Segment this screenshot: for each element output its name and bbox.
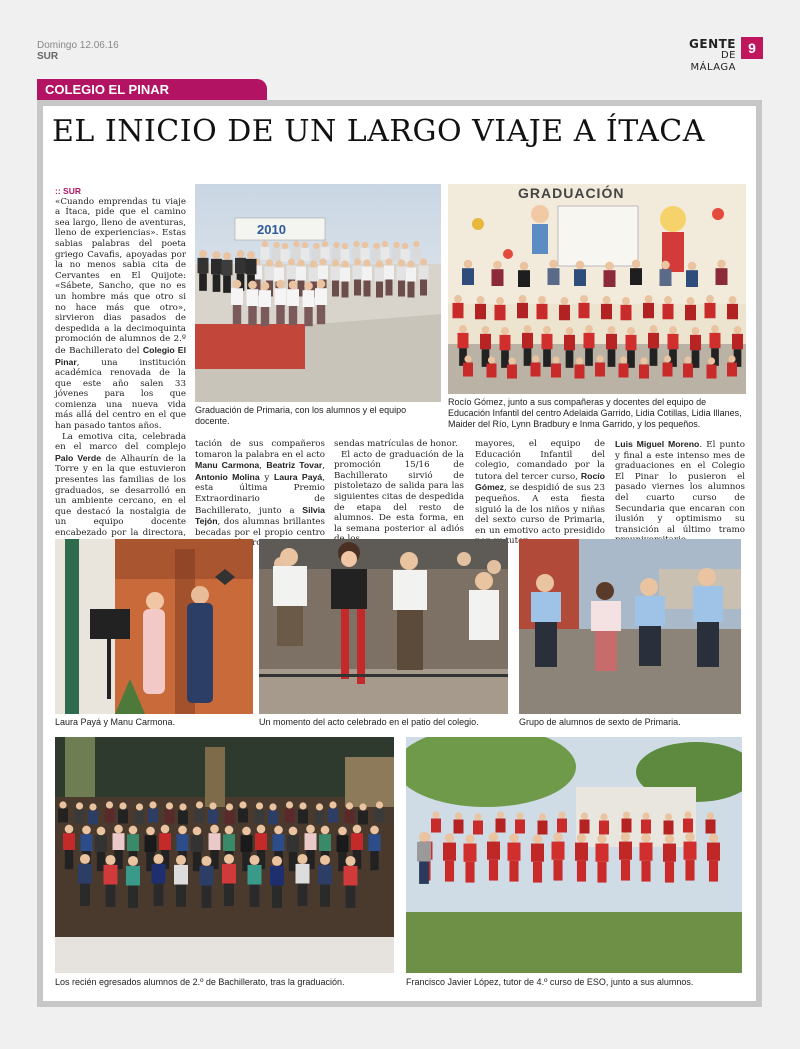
text: , esta última Premio Extraordinario de Bachillerato, junto a — [195, 472, 325, 516]
school-name: Colegio El Pinar — [55, 344, 186, 367]
page-number: 9 — [741, 37, 763, 59]
photo-patio-ceremony-image — [259, 539, 508, 714]
caption-photo-5: Grupo de alumnos de sexto de Primaria. — [519, 717, 681, 727]
article-column-5 — [615, 439, 745, 546]
caption-photo-1: Graduación de Primaria, con los alumnos y el equipo docente. — [195, 405, 407, 426]
photo-patio-ceremony — [259, 539, 508, 714]
photo-eso-students-image — [406, 737, 742, 973]
text: , — [259, 461, 267, 472]
photo-infant-graduation-image — [448, 184, 746, 394]
paragraph: sendas matrículas de honor. — [334, 439, 458, 449]
brand-line-2: DE MÁLAGA — [690, 50, 736, 73]
edition-date: Domingo 12.06.16 — [37, 40, 119, 51]
text: tación de sus compañeros tomaron la palabra en el acto — [195, 439, 325, 460]
person-name: Beatriz Tovar — [266, 460, 323, 471]
article-column-2 — [195, 439, 325, 549]
person-name: Rocío Gómez — [475, 470, 605, 493]
person-name: Laura Payá — [273, 471, 323, 482]
paragraph: El acto de graduación de la promoción 15/16 de Bachillerato sirvió de pistoletazo de salida para las siguientes citas de despedida de etapa del resto de alumnos. De esta forma, en la semana posterior al adiós — [334, 449, 464, 534]
photo-eso-students — [406, 737, 742, 973]
article-column-1 — [55, 186, 186, 594]
text: y — [259, 472, 274, 483]
person-name: Luis Miguel Moreno — [615, 439, 700, 449]
caption-photo-2: Rocío Gómez, junto a sus compañeras y docentes del equipo de Educación Infantil del centro Adelaida Garrido, Lidia Cotillas, Lidia Illanes, Maider del Río, Lynn Bradbury e Inma Garrido, y los pequeños. — [448, 397, 742, 429]
photo-sixth-grade-image — [519, 539, 741, 714]
photo-banner-text: 2010 — [257, 222, 286, 237]
text: La emotiva cita, celebrada en el marco del complejo — [55, 431, 186, 453]
paragraph — [615, 439, 745, 546]
paragraph — [475, 439, 605, 547]
text: , se despidió de sus 23 pequeños. A esta fiesta siguió la de los niños y niñas del sexto curso de Primaria, en un emotivo acto presidido tutor, — [475, 483, 605, 547]
caption-photo-6: Los recién egresados alumnos de 2.º de Bachillerato, tras la graduación. — [55, 977, 345, 987]
text: , dos alumnas brillantes becadas por el propio centro — [195, 517, 325, 538]
brand-line-1: GENTE — [689, 37, 736, 51]
headline: EL INICIO DE UN LARGO VIAJE A ÍTACA — [52, 114, 705, 149]
person-name: Antonio Molina — [195, 471, 260, 482]
text: . El punto y final a este intenso mes de graduaciones en el Colegio El Pinar lo pusieron el pasado viernes los alumnos del cuarto curso de Secundaria que encaran con ilusión y optimismo su transición al último tramo — [615, 440, 745, 535]
photo-speakers — [55, 539, 253, 714]
text: , una institución académica renovada de la que este año salen 33 jóvenes para los que comienza una nueva vida más allá del centro en el que han pasado tantos años. — [55, 357, 186, 432]
article-column-4 — [475, 439, 605, 547]
caption-photo-3: Laura Payá y Manu Carmona. — [55, 717, 176, 727]
text: «Cuando emprendas tu viaje a Ítaca, pide que el camino sea largo, lleno de aventuras, lleno de experiencias». Estas sabias palabras del poeta griego Cavafis, apoyadas por la no menos sabia cita de Cervantes en El Quijote: «Sábete, Sancho, que no es un hombre más que otro si no hace más que otro», sirvieron dias pasados de despedida a la decimoquinta promoción de alumnos de 2.º de Bachillerato del — [55, 196, 186, 356]
photo-banner-text: GRADUACIÓN — [518, 185, 625, 201]
photo-sixth-grade — [519, 539, 741, 714]
photo-speakers-image — [55, 539, 253, 714]
newspaper-name: SUR — [37, 51, 59, 62]
section-tab: COLEGIO EL PINAR — [37, 79, 267, 101]
photo-infant-graduation — [448, 184, 746, 394]
text: de Alhaurín de la Torre y en la que estuvieron presentes las familias de los graduados, se desarrolló en un ambiente cercano, en el que destacó la nostalgia de un equipo docente encabezado por la directora, — [55, 453, 186, 538]
caption-photo-4: Un momento del acto celebrado en el patio del colegio. — [259, 717, 479, 727]
paragraph — [55, 197, 186, 432]
photo-bachillerato-graduates — [55, 737, 394, 973]
text: mayores, el equipo de Educación Infantil del colegio, comandado por la tutora del tercer curso, — [475, 439, 605, 482]
article-column-3 — [334, 439, 464, 545]
person-name: Silvia Tejón — [195, 504, 325, 527]
photo-bachillerato-graduates-image — [55, 737, 394, 973]
byline: :: SUR — [55, 186, 81, 196]
photo-primary-graduation-image — [195, 184, 441, 402]
person-name: Manu Carmona — [195, 460, 260, 471]
caption-photo-7: Francisco Javier López, tutor de 4.º curso de ESO, junto a sus alumnos. — [406, 977, 694, 987]
text: , — [322, 461, 325, 472]
paragraph — [195, 439, 325, 549]
photo-primary-graduation — [195, 184, 441, 402]
supplement-brand — [672, 38, 736, 74]
venue-name: Palo Verde — [55, 452, 102, 463]
